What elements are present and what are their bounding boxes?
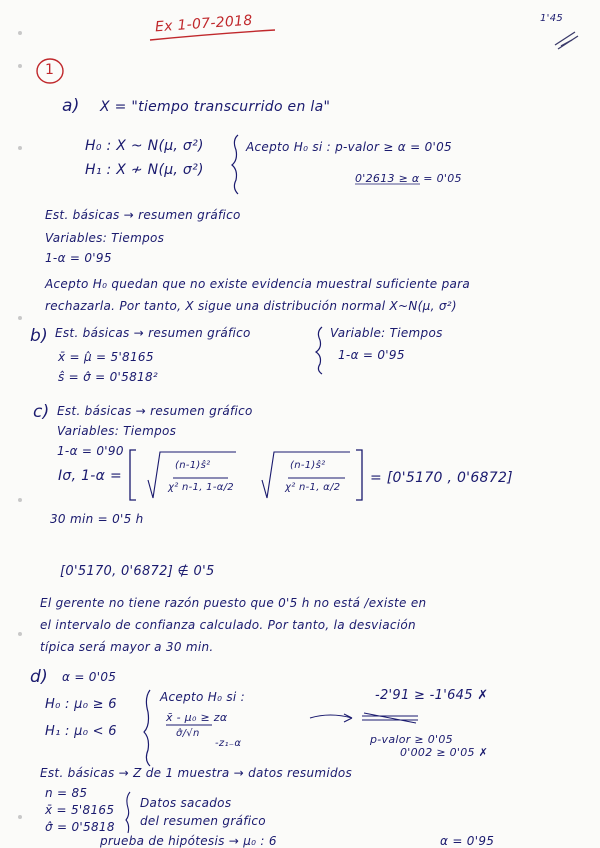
part-c-den-left: χ² n-1, 1-α/2 [168, 482, 234, 493]
part-d-stat: x̄ - μ₀ ≥ zα [166, 711, 228, 724]
part-b-var-note: Variable: Tiempos [330, 326, 443, 340]
page-number: 1'45 [540, 13, 564, 24]
part-c-min-line: 30 min = 0'5 h [50, 512, 144, 526]
part-b-mean: x̄ = μ̂ = 5'8165 [58, 350, 154, 364]
part-c-num-right: (n-1)ŝ² [290, 460, 326, 471]
part-d-label: d) [30, 667, 49, 687]
part-d-alpha: α = 0'05 [62, 670, 117, 684]
part-d-h0: H₀ : μ₀ ≥ 6 [45, 697, 117, 712]
part-a-variable: X = "tiempo transcurrido en la" [100, 99, 331, 115]
part-d-stat-neg: -z₁₋α [215, 738, 242, 749]
part-a-variables: Variables: Tiempos [45, 231, 165, 245]
part-a-menu: Est. básicas → resumen gráfico [45, 208, 241, 222]
part-c-conclusion-1: El gerente no tiene razón puesto que 0'5 h no está /existe en [40, 596, 427, 610]
part-c-interval-lhs: Iσ, 1-α = [58, 468, 122, 484]
part-d-result-p: p-valor ≥ 0'05 [370, 733, 453, 746]
part-a-pvalue: 0'2613 ≥ α = 0'05 [355, 172, 462, 185]
part-d-n: n = 85 [45, 786, 88, 800]
part-b-menu: Est. básicas → resumen gráfico [55, 326, 251, 340]
part-b-sigma: ŝ = σ̂ = 0'5818² [58, 370, 159, 384]
part-c-alpha: 1-α = 0'90 [57, 444, 124, 458]
part-c-conclusion-2: el intervalo de confianza calculado. Por tanto, la desviación [40, 618, 416, 632]
part-c-check: [0'5170, 0'6872] ∉ 0'5 [60, 564, 215, 579]
part-d-stat-den: σ̂/√n [176, 728, 200, 739]
part-a-confidence: 1-α = 0'95 [45, 251, 112, 265]
part-d-result-1: -2'91 ≥ -1'645 ✗ [375, 688, 489, 703]
part-d-accept-rule: Acepto H₀ si : [160, 690, 245, 704]
part-c-menu: Est. básicas → resumen gráfico [57, 404, 253, 418]
exercise-number: 1 [45, 62, 55, 78]
part-a-h1: H₁ : X ≁ N(μ, σ²) [85, 162, 204, 178]
part-a-h0: H₀ : X ~ N(μ, σ²) [85, 138, 204, 154]
part-a-label: a) [62, 96, 80, 116]
part-d-sigma: σ̂ = 0'5818 [45, 820, 115, 834]
exam-date: Ex 1-07-2018 [154, 12, 254, 36]
part-c-num-left: (n-1)ŝ² [175, 460, 211, 471]
part-b-label: b) [30, 326, 49, 346]
part-d-h1: H₁ : μ₀ < 6 [45, 724, 117, 739]
part-d-data-note-1: Datos sacados [140, 796, 232, 810]
part-c-conclusion-3: típica será mayor a 30 min. [40, 640, 214, 654]
part-d-last-line: prueba de hipótesis → μ₀ : 6 [100, 834, 277, 848]
part-d-data-note-2: del resumen gráfico [140, 814, 266, 828]
part-d-last-right: α = 0'95 [440, 834, 495, 848]
part-c-interval-result: = [0'5170 , 0'6872] [370, 470, 513, 486]
part-d-xbar: x̄ = 5'8165 [45, 803, 115, 817]
part-a-conclusion-2: rechazarla. Por tanto, X sigue una distribución normal X~N(μ, σ²) [45, 299, 457, 313]
part-d-menu: Est. básicas → Z de 1 muestra → datos resumidos [40, 766, 353, 780]
part-a-accept-rule: Acepto H₀ si : p-valor ≥ α = 0'05 [246, 140, 452, 154]
part-b-conf-note: 1-α = 0'95 [338, 348, 405, 362]
part-c-label: c) [33, 402, 50, 422]
part-d-result-2: 0'002 ≥ 0'05 ✗ [400, 746, 489, 759]
part-a-conclusion-1: Acepto H₀ quedan que no existe evidencia muestral suficiente para [45, 277, 471, 291]
part-c-variables: Variables: Tiempos [57, 424, 177, 438]
part-c-den-right: χ² n-1, α/2 [285, 482, 341, 493]
